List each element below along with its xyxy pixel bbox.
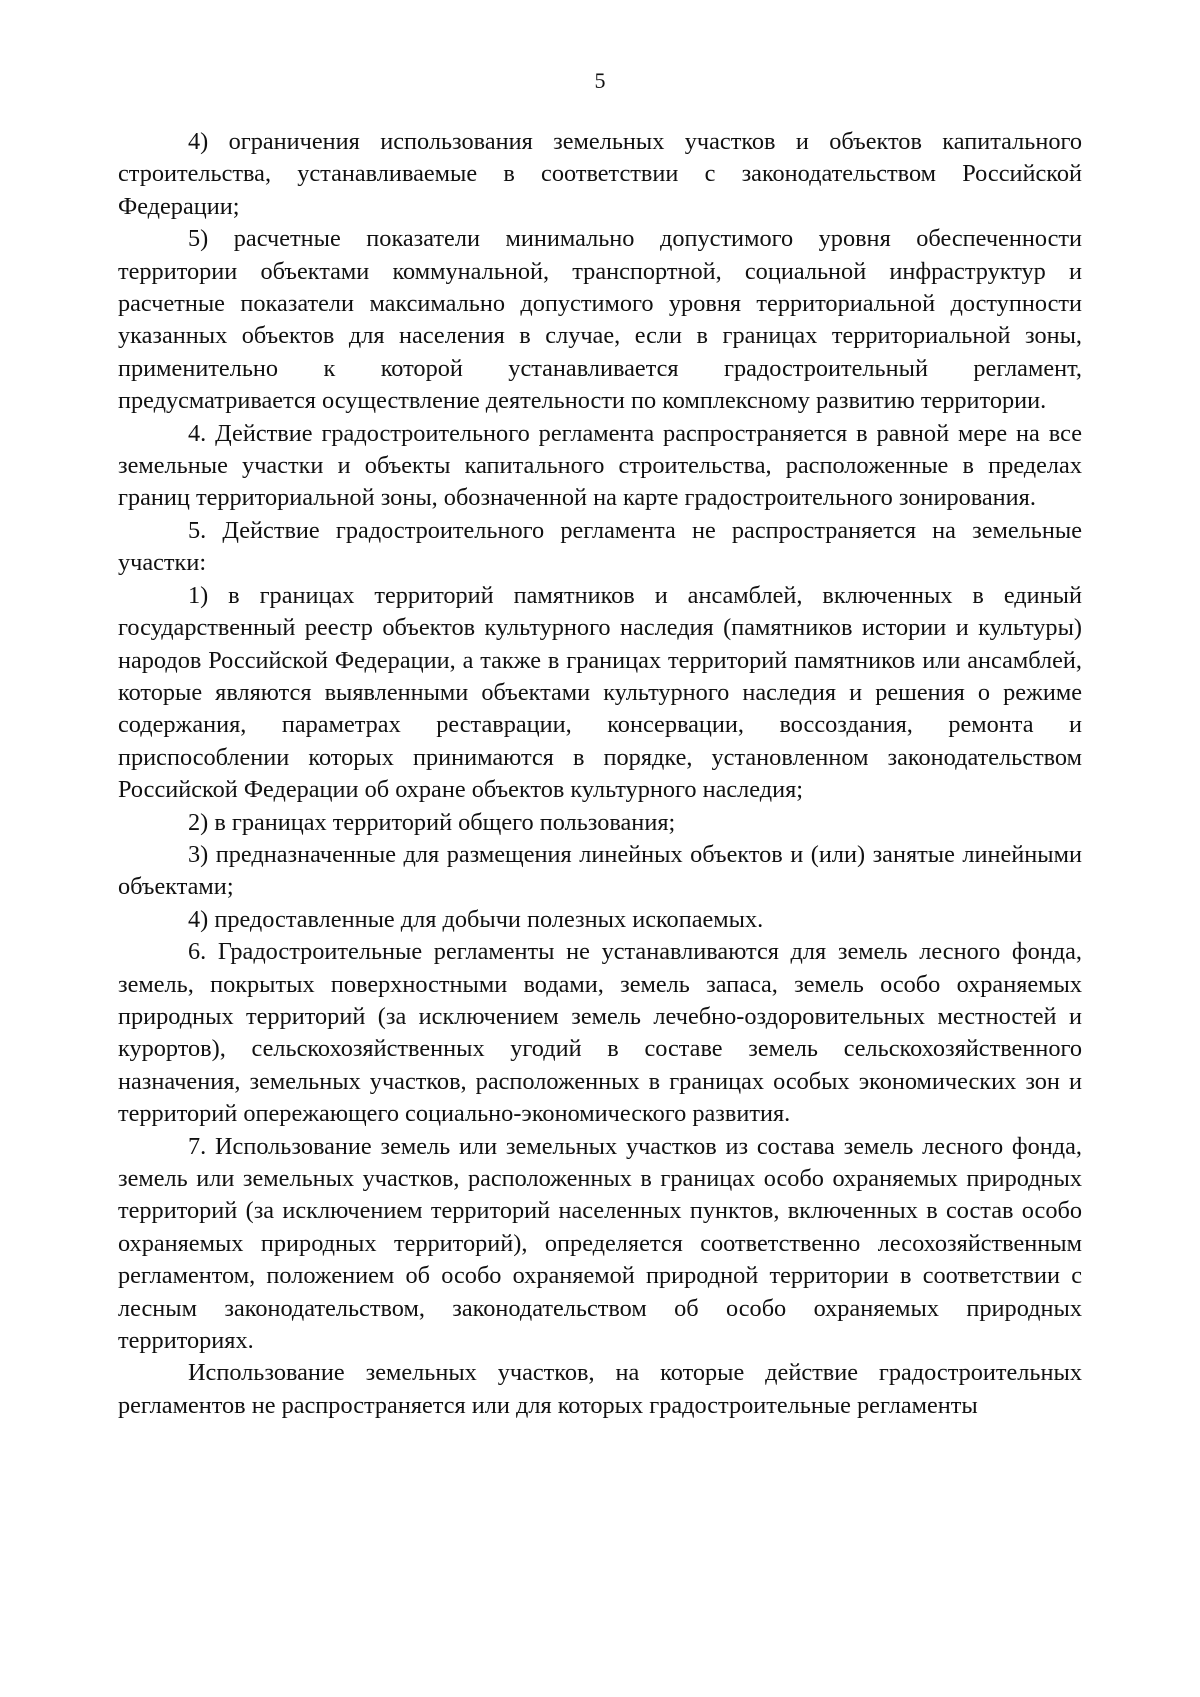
paragraph-clause-4: 4. Действие градостроительного регламента распространяется в равной мере на все земельные участки и объекты капитального строительства, расположенные в пределах границ территориальной зоны, обозначенной на карте градостроительного зонирования. <box>118 419 1082 512</box>
page-number: 5 <box>594 68 606 93</box>
paragraph-item-4-restrictions: 4) ограничения использования земельных участков и объектов капитального строительства, устанавливаемые в соответствии с законодательством Российской Федерации; <box>118 128 1082 220</box>
paragraph-clause-5: 5. Действие градостроительного регламента не распространяется на земельные участки: <box>118 516 1082 577</box>
paragraph-clause-5-item-2: 2) в границах территорий общего пользования; <box>188 808 676 836</box>
paragraph-clause-7: 7. Использование земель или земельных участков из состава земель лесного фонда, земель или земельных участков, расположенных в границах особо охраняемых природных территорий (за исключением территорий населенных пунктов, включенных в состав особо охраняемых природных территорий), определяется соответственно лесохозяйственным регламентом, положением об особо охраняемой природной территории в соответствии с лесным законодательством, законодательством об особо охраняемых природных территориях. <box>118 1132 1082 1355</box>
paragraph-clause-6: 6. Градостроительные регламенты не устанавливаются для земель лесного фонда, земель, покрытых поверхностными водами, земель запаса, земель особо охраняемых природных территорий (за исключением земель лечебно-оздоровительных местностей и курортов), сельскохозяйственных угодий в составе земель сельскохозяйственного назначения, земельных участков, расположенных в границах особых экономических зон и территорий опережающего социально-экономического развития. <box>118 938 1082 1128</box>
paragraph-clause-5-item-1: 1) в границах территорий памятников и ансамблей, включенных в единый государственный реестр объектов культурного наследия (памятников истории и культуры) народов Российской Федерации, а также в границах территорий памятников или ансамблей, которые являются выявленными объектами культурного наследия и решения о режиме содержания, параметрах реставрации, консервации, воссоздания, ремонта и приспособлении которых принимаются в порядке, установленном законодательством Российской Федерации об охране объектов культурного наследия; <box>118 581 1082 804</box>
paragraph-clause-5-item-3: 3) предназначенные для размещения линейных объектов и (или) занятые линейными объектами; <box>118 840 1082 901</box>
document-body <box>118 126 1082 1422</box>
paragraph-clause-5-item-4: 4) предоставленные для добычи полезных ископаемых. <box>188 905 764 933</box>
paragraph-item-5-indicators: 5) расчетные показатели минимально допустимого уровня обеспеченности территории объектами коммунальной, транспортной, социальной инфраструктур и расчетные показатели максимально допустимого уровня территориальной доступности указанных объектов для населения в случае, если в границах территориальной зоны, применительно к которой устанавливается градостроительный регламент, предусматривается осуществление деятельности по комплексному развитию территории. <box>118 225 1082 415</box>
paragraph-continuation: Использование земельных участков, на которые действие градостроительных регламентов не распространяется или для которых градостроительные регламенты <box>118 1359 1082 1419</box>
